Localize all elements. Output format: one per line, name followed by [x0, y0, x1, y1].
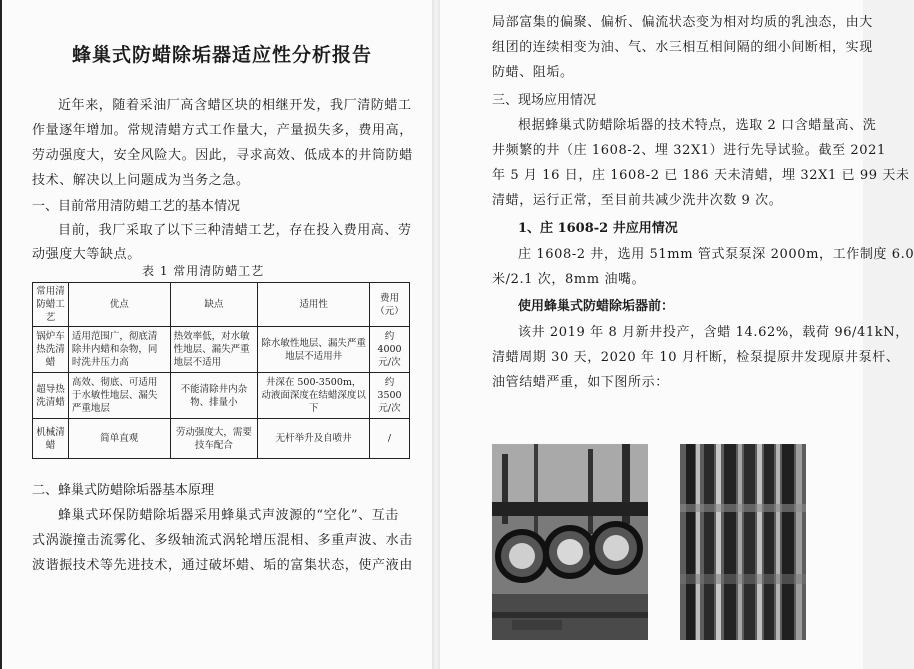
photo-pipe-bundle-image	[492, 444, 648, 640]
table-caption: 表 1 常用清防蜡工艺	[142, 264, 265, 278]
before-line-1: 该井 2019 年 8 月新井投产，含蜡 14.62%，载荷 96/41kN，	[518, 325, 909, 340]
section1-line-1: 目前，我厂采取了以下三种清蜡工艺，存在投入费用高、劳	[58, 223, 412, 238]
section2-line-1: 蜂巢式环保防蜡除垢器采用蜂巢式声波源的“空化”、互击	[58, 508, 399, 523]
well-line-1: 庄 1608-2 井，选用 51mm 管式泵泵深 2000m，工作制度 6.0	[518, 247, 914, 262]
table-cell: /	[370, 419, 410, 459]
section2-heading: 二、蜂巢式防蜡除垢器基本原理	[32, 483, 215, 498]
intro-line-3: 劳动强度大，安全风险大。因此，寻求高效、低成本的井筒防蜡	[32, 148, 413, 163]
photo-waxed-rods-image	[680, 444, 806, 640]
table-cell: 热效率低，对水敏性地层、漏失严重地层不适用	[170, 327, 258, 373]
table-cell: 约 4000元/次	[370, 327, 410, 373]
photo-pipe-bundle	[492, 444, 648, 640]
table-row	[33, 419, 410, 459]
section3-line-4: 清蜡，运行正常，至目前共减少洗井次数 9 次。	[492, 193, 783, 208]
before-line-2: 清蜡周期 30 天，2020 年 10 月杆断，检泵提原井发现原井泵杆、	[492, 350, 900, 365]
process-table	[32, 282, 410, 459]
table-cell: 超导热洗清蜡	[33, 373, 69, 419]
intro-line-2: 作量逐年增加。常规清蜡方式工作量大，产量损失多，费用高，	[32, 123, 413, 138]
table-header-row	[33, 283, 410, 327]
well-line-2: 米/2.1 次，8mm 油嘴。	[492, 272, 646, 287]
table-header-cell: 缺点	[170, 283, 258, 327]
before-heading: 使用蜂巢式防蜡除垢器前：	[518, 299, 675, 314]
intro-line-1: 近年来，随着采油厂高含蜡区块的相继开发，我厂清防蜡工	[58, 98, 412, 113]
table-header-cell: 费用（元）	[370, 283, 410, 327]
section2-line-2: 式涡漩撞击流雾化、多级轴流式涡轮增压混相、多重声波、水击	[32, 533, 413, 548]
table-header-cell: 常用清防蜡工艺	[33, 283, 69, 327]
table-header-cell: 优点	[68, 283, 170, 327]
table-cell: 高效、彻底、可适用于水敏性地层、漏失严重地层	[68, 373, 170, 419]
table-cell: 除水敏性地层、漏失严重地层不适用井	[258, 327, 370, 373]
subsection-heading: 1、庄 1608-2 井应用情况	[518, 221, 678, 236]
before-line-3: 油管结蜡严重，如下图所示：	[492, 375, 669, 390]
right-page	[440, 0, 914, 669]
table-row	[33, 327, 410, 373]
page-gutter	[432, 0, 440, 669]
section3-line-3: 年 5 月 16 日，庄 1608-2 已 186 天未清蜡，埋 32X1 已 99 天未	[492, 168, 910, 183]
section1-heading: 一、目前常用清防蜡工艺的基本情况	[32, 199, 241, 214]
table-cell: 简单直观	[68, 419, 170, 459]
continued-line-1: 局部富集的偏聚、偏析、偏流状态变为相对均质的乳浊态，由大	[492, 15, 873, 30]
table-cell: 不能清除井内杂物、排量小	[170, 373, 258, 419]
section2-line-3: 波谐振技术等先进技术，通过破坏蜡、垢的富集状态，使产液由	[32, 558, 413, 573]
table-cell: 机械清蜡	[33, 419, 69, 459]
photo-waxed-rods	[680, 444, 806, 640]
section1-line-2: 动强度大等缺点。	[32, 247, 141, 262]
continued-line-3: 防蜡、阻垢。	[492, 65, 574, 80]
table-cell: 适用范围广，彻底清除井内蜡和杂物，同时洗井压力高	[68, 327, 170, 373]
table-cell: 无杆举升及自喷井	[258, 419, 370, 459]
table-cell: 井深在 500-3500m，动液面深度在结蜡深度以下	[258, 373, 370, 419]
report-title: 蜂巢式防蜡除垢器适应性分析报告	[71, 44, 372, 66]
table-header-cell: 适用性	[258, 283, 370, 327]
left-page	[0, 0, 432, 669]
table-cell: 劳动强度大，需要技车配合	[170, 419, 258, 459]
continued-line-2: 组团的连续相变为油、气、水三相互相间隔的细小间断相，实现	[492, 40, 873, 55]
table-cell: 约 3500元/次	[370, 373, 410, 419]
table-cell: 锅炉车热洗清蜡	[33, 327, 69, 373]
section3-line-1: 根据蜂巢式防蜡除垢器的技术特点，选取 2 口含蜡量高、洗	[518, 118, 877, 133]
section3-line-2: 井频繁的井（庄 1608-2、埋 32X1）进行先导试验。截至 2021	[492, 143, 886, 158]
table-row	[33, 373, 410, 419]
intro-line-4: 技术、解决以上问题成为当务之急。	[32, 173, 250, 188]
section3-heading: 三、现场应用情况	[492, 93, 597, 108]
